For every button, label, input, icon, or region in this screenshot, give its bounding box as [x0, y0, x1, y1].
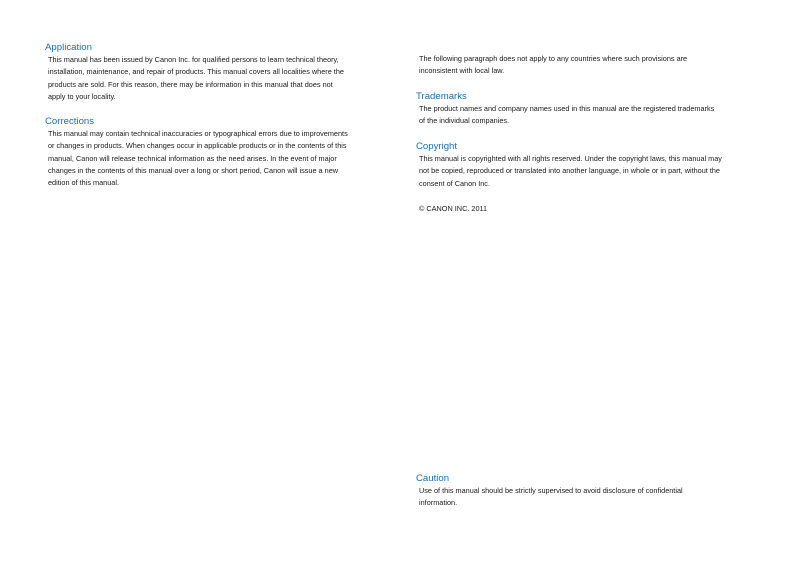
corrections-heading: Corrections [45, 116, 95, 127]
application-line: This manual has been issued by Canon Inc. for qualified persons to learn technical theory, [48, 55, 339, 64]
trademarks-line: The product names and company names used in this manual are the registered trademarks [419, 104, 715, 113]
caution-line: Use of this manual should be strictly supervised to avoid disclosure of confidential [419, 486, 683, 495]
caution-line: information. [419, 498, 458, 508]
application-heading: Application [45, 42, 92, 53]
intro-line: The following paragraph does not apply to any countries where such provisions are [419, 54, 688, 63]
application-line: installation, maintenance, and repair of products. This manual covers all localities where the [48, 67, 344, 77]
corrections-line: This manual may contain technical inaccuracies or typographical errors due to improvements [48, 129, 348, 138]
corrections-line: manual, Canon will release technical information as the need arises. In the event of major [48, 153, 337, 163]
corrections-line: edition of this manual. [48, 178, 119, 188]
caution-heading: Caution [416, 473, 450, 484]
intro-line: inconsistent with local law. [419, 66, 505, 76]
copyright-line: not be copied, reproduced or translated into another language, in whole or in part, without the [419, 166, 720, 176]
corrections-line: or changes in products. When changes occur in applicable products or in the contents of this [48, 141, 347, 151]
trademarks-line: of the individual companies. [419, 116, 510, 126]
application-line: apply to your locality. [48, 91, 116, 101]
trademarks-heading: Trademarks [416, 91, 467, 102]
trademarks-paragraph [419, 103, 714, 128]
corrections-paragraph [48, 128, 348, 189]
copyright-line: This manual is copyrighted with all rights reserved. Under the copyright laws, this manual may [419, 154, 722, 163]
caution-paragraph [419, 485, 683, 510]
intro-paragraph [419, 53, 687, 78]
application-paragraph [48, 54, 344, 103]
copyright-notice [419, 203, 487, 215]
application-line: products are sold. For this reason, there may be information in this manual that does not [48, 79, 333, 89]
corrections-line: changes in the contents of this manual over a long or short period, Canon will issue a new [48, 165, 339, 175]
copyright-paragraph [419, 153, 722, 190]
copyright-line: consent of Canon Inc. [419, 178, 490, 188]
copyright-heading: Copyright [416, 141, 458, 152]
copyright-notice-text: © CANON INC. 2011 [419, 204, 488, 213]
